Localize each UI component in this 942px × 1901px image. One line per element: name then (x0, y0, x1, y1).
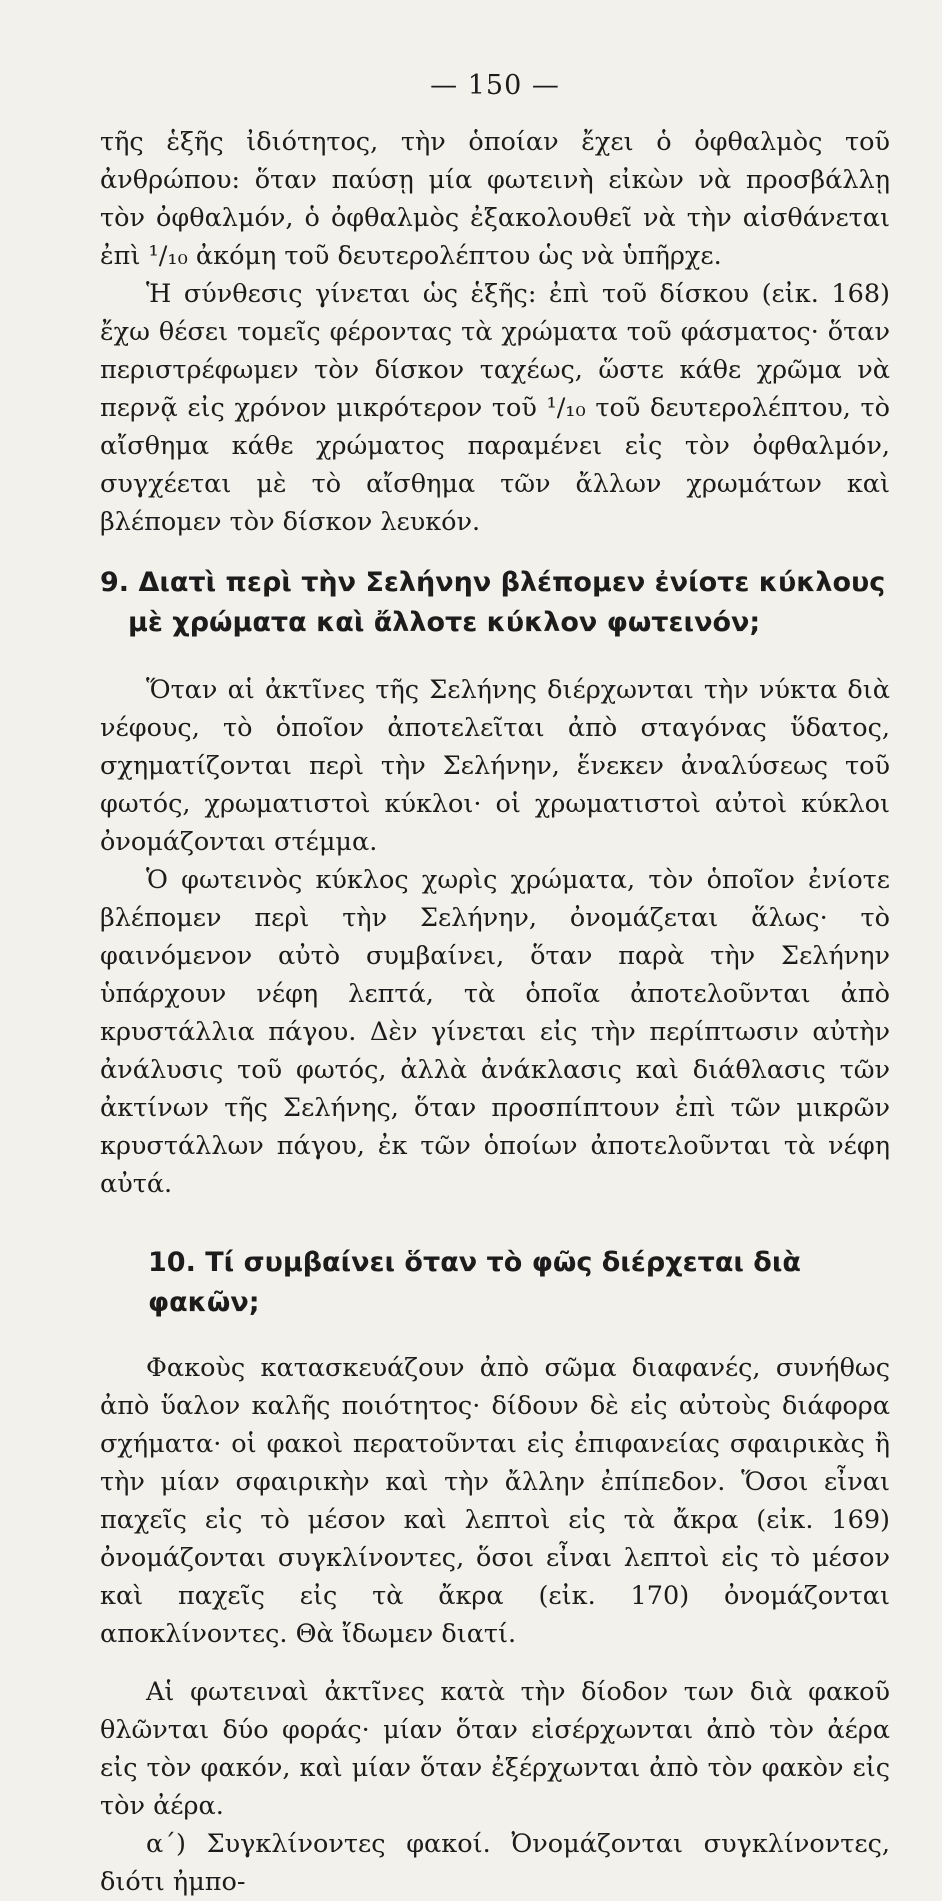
paragraph-halo: Ὁ φωτεινὸς κύκλος χωρὶς χρώματα, τὸν ὁποῖον ἐνίοτε βλέπομεν περὶ τὴν Σελήνην, ὀνομάζεται ἅλως· τὸ φαινόμενον αὐτὸ συμβαίνει, ὅταν παρὰ τὴν Σελήνην ὑπάρχουν νέφη λεπτά, τὰ ὁποῖα ἀποτελοῦνται ἀπὸ κρυστάλλια πάγου. Δὲν γίνεται εἰς τὴν περίπτωσιν αὐτὴν ἀνάλυσις τοῦ φωτός, ἀλλὰ ἀνάκλασις καὶ διάθλασις τῶν ἀκτίνων τῆς Σελήνης, ὅταν προσπίπτουν ἐπὶ τῶν μικρῶν κρυστάλλων πάγου, ἐκ τῶν ὁποίων ἀποτελοῦνται τὰ νέφη αὐτά. (100, 865, 890, 1199)
paragraph-disk-synthesis: Ἡ σύνθεσις γίνεται ὡς ἑξῆς: ἐπὶ τοῦ δίσκου (εἰκ. 168) ἔχω θέσει τομεῖς φέροντας τὰ χρώματα τοῦ φάσματος· ὅταν περιστρέφωμεν τὸν δίσκον ταχέως, ὥστε κάθε χρῶμα νὰ περνᾷ εἰς χρόνον μικρότερον τοῦ ¹/₁₀ τοῦ δευτερολέπτου, τὸ αἴσθημα κάθε χρώματος παραμένει εἰς τὸν ὀφθαλμόν, συγχέεται μὲ τὸ αἴσθημα τῶν ἄλλων χρωμάτων καὶ βλέπομεν τὸν δίσκον λευκόν. (100, 279, 890, 537)
section-9-heading (100, 563, 890, 643)
book-page (100, 70, 890, 1901)
page-number: — 150 — (430, 70, 560, 101)
section-10-heading: 10. Τί συμβαίνει ὅταν τὸ φῶς διέρχεται διὰ φακῶν; (148, 1247, 801, 1318)
paragraph-gap (100, 1653, 890, 1673)
paragraph-converging-lenses: α΄) Συγκλίνοντες φακοί. Ὀνομάζονται συγκλίνοντες, διότι ἠμπο- (100, 1829, 890, 1897)
section-9-heading-line1: 9. Διατὶ περὶ τὴν Σελήνην βλέπομεν ἐνίοτε κύκλους (100, 567, 886, 598)
paragraph-lenses-refraction: Αἱ φωτειναὶ ἀκτῖνες κατὰ τὴν δίοδον των διὰ φακοῦ θλῶνται δύο φοράς· μίαν ὅταν εἰσέρχωνται ἀπὸ τὸν ἀέρα εἰς τὸν φακόν, καὶ μίαν ὅταν ἐξέρχωνται ἀπὸ τὸν φακὸν εἰς τὸν ἀέρα. (100, 1677, 890, 1821)
paragraph-lenses-definition: Φακοὺς κατασκευάζουν ἀπὸ σῶμα διαφανές, συνήθως ἀπὸ ὕαλον καλῆς ποιότητος· δίδουν δὲ εἰς αὐτοὺς διάφορα σχήματα· οἱ φακοὶ περατοῦνται εἰς ἐπιφανείας σφαιρικὰς ἢ τὴν μίαν σφαιρικὴν καὶ τὴν ἄλλην ἐπίπεδον. Ὅσοι εἶναι παχεῖς εἰς τὸ μέσον καὶ λεπτοὶ εἰς τὰ ἄκρα (εἰκ. 169) ὀνομάζονται συγκλίνοντες, ὅσοι εἶναι λεπτοὶ εἰς τὸ μέσον καὶ παχεῖς εἰς τὰ ἄκρα (εἰκ. 170) ὀνομάζονται αποκλίνοντες. Θὰ ἴδωμεν διατί. (100, 1353, 890, 1649)
paragraph-corona: Ὅταν αἱ ἀκτῖνες τῆς Σελήνης διέρχωνται τὴν νύκτα διὰ νέφους, τὸ ὁποῖον ἀποτελεῖται ἀπὸ σταγόνας ὕδατος, σχηματίζονται περὶ τὴν Σελήνην, ἕνεκεν ἀναλύσεως τοῦ φωτός, χρωματιστοὶ κύκλοι· οἱ χρωματιστοὶ αὐτοὶ κύκλοι ὀνομάζονται στέμμα. (100, 675, 890, 857)
paragraph-afterimage: τῆς ἑξῆς ἰδιότητος, τὴν ὁποίαν ἔχει ὁ ὀφθαλμὸς τοῦ ἀνθρώπου: ὅταν παύσῃ μία φωτεινὴ εἰκὼν νὰ προσβάλλῃ τὸν ὀφθαλμόν, ὁ ὀφθαλμὸς ἐξακολουθεῖ νὰ τὴν αἰσθάνεται ἐπὶ ¹/₁₀ ἀκόμη τοῦ δευτερολέπτου ὡς νὰ ὑπῆρχε. (100, 127, 890, 271)
section-9-heading-line2: μὲ χρώματα καὶ ἄλλοτε κύκλον φωτεινόν; (128, 607, 761, 638)
